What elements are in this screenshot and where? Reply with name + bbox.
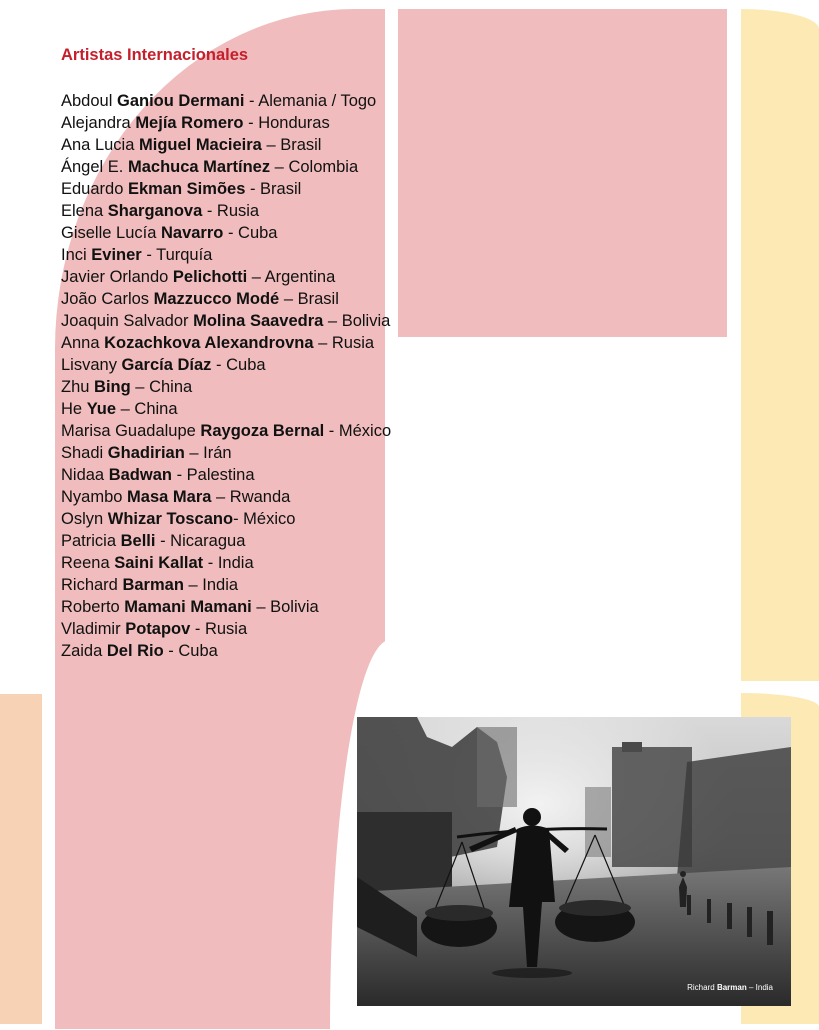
artist-separator: - — [245, 180, 261, 198]
artist-country: Cuba — [178, 642, 218, 660]
artist-first-name: He — [61, 400, 83, 418]
artist-first-name: Giselle Lucía — [61, 224, 157, 242]
artist-last-name: Navarro — [160, 224, 224, 242]
artist-entry — [61, 354, 451, 376]
artist-separator: - — [233, 510, 244, 528]
artist-first-name: Richard — [61, 576, 118, 594]
artist-country: Rusia — [331, 334, 375, 352]
artist-country: México — [243, 510, 296, 528]
artist-last-name: Miguel Macieira — [138, 136, 262, 154]
artist-entry — [61, 508, 451, 530]
artist-first-name: Shadi — [61, 444, 104, 462]
artist-country: Alemania / Togo — [258, 92, 377, 110]
artist-entry — [61, 398, 451, 420]
artist-first-name: Anna — [61, 334, 100, 352]
artist-entry — [61, 288, 451, 310]
artist-last-name: Saini Kallat — [114, 554, 204, 572]
artist-last-name: Belli — [120, 532, 156, 550]
artist-entry — [61, 574, 451, 596]
artist-last-name: Mamani Mamani — [124, 598, 252, 616]
artist-last-name: Ghadirian — [107, 444, 185, 462]
artist-last-name: Masa Mara — [127, 488, 212, 506]
artist-country: India — [202, 576, 239, 594]
artist-separator: - — [324, 422, 339, 440]
artist-last-name: Mejía Romero — [135, 114, 244, 132]
artist-country: Turquía — [156, 246, 213, 264]
artist-last-name: Badwan — [108, 466, 172, 484]
artist-first-name: Inci — [61, 246, 87, 264]
artist-entry — [61, 640, 451, 662]
artist-country: Cuba — [238, 224, 278, 242]
artist-country: Cuba — [226, 356, 266, 374]
artist-entry — [61, 266, 451, 288]
artist-country: India — [217, 554, 254, 572]
artist-separator: - — [202, 202, 217, 220]
photo-illustration — [357, 717, 791, 1006]
artist-first-name: Marisa Guadalupe — [61, 422, 196, 440]
artist-separator: – — [116, 400, 135, 418]
artist-first-name: Lisvany — [61, 356, 117, 374]
artist-last-name: Ganiou Dermani — [116, 92, 245, 110]
artist-separator: – — [183, 576, 203, 594]
artist-entry — [61, 310, 451, 332]
artist-first-name: Roberto — [61, 598, 120, 616]
artist-last-name: Machuca Martínez — [127, 158, 271, 176]
artist-last-name: Ekman Simões — [127, 180, 246, 198]
artist-separator: - — [155, 532, 171, 550]
artist-entry — [61, 134, 451, 156]
artist-entry — [61, 486, 451, 508]
artist-first-name: Elena — [61, 202, 104, 220]
artist-country: Brasil — [260, 180, 302, 198]
artist-country: Brasil — [280, 136, 322, 154]
artist-separator: – — [313, 334, 332, 352]
artist-first-name: Eduardo — [61, 180, 124, 198]
page-title: Artistas Internacionales — [61, 46, 249, 64]
artist-entry — [61, 332, 451, 354]
artist-last-name: Kozachkova Alexandrovna — [104, 334, 314, 352]
artist-entry — [61, 178, 451, 200]
artist-country: Bolivia — [341, 312, 391, 330]
artist-entry — [61, 222, 451, 244]
artist-separator: - — [171, 466, 187, 484]
artist-country: Palestina — [186, 466, 255, 484]
artist-last-name: Potapov — [125, 620, 191, 638]
artist-separator: - — [211, 356, 227, 374]
artist-separator: - — [163, 642, 179, 660]
caption-separator: – — [746, 983, 756, 992]
artist-separator: – — [261, 136, 281, 154]
artist-last-name: García Díaz — [121, 356, 212, 374]
artist-last-name: Mazzucco Modé — [153, 290, 280, 308]
artist-separator: – — [247, 268, 265, 286]
artist-last-name: Whizar Toscano — [107, 510, 234, 528]
artist-list — [61, 90, 451, 662]
artist-entry — [61, 464, 451, 486]
artist-separator: - — [203, 554, 218, 572]
artist-first-name: Alejandra — [61, 114, 131, 132]
artist-country: Colombia — [288, 158, 359, 176]
artist-first-name: Javier Orlando — [61, 268, 169, 286]
artist-first-name: Nyambo — [61, 488, 123, 506]
artist-first-name: Oslyn — [61, 510, 104, 528]
artist-entry — [61, 420, 451, 442]
artist-last-name: Eviner — [91, 246, 142, 264]
artist-first-name: Zhu — [61, 378, 90, 396]
artist-separator: - — [190, 620, 205, 638]
caption-last-name: Barman — [716, 983, 747, 992]
photo — [357, 717, 791, 1006]
artist-country: Nicaragua — [170, 532, 246, 550]
artist-separator: – — [184, 444, 204, 462]
artist-separator: – — [323, 312, 342, 330]
artist-country: Argentina — [264, 268, 336, 286]
artist-separator: - — [141, 246, 157, 264]
artist-entry — [61, 244, 451, 266]
artist-separator: – — [130, 378, 150, 396]
artist-separator: – — [279, 290, 298, 308]
artist-entry — [61, 90, 451, 112]
artist-entry — [61, 112, 451, 134]
artist-last-name: Del Rio — [106, 642, 164, 660]
artist-first-name: Zaida — [61, 642, 103, 660]
artist-entry — [61, 156, 451, 178]
artist-first-name: Reena — [61, 554, 110, 572]
artist-last-name: Pelichotti — [172, 268, 248, 286]
artist-entry — [61, 552, 451, 574]
artist-first-name: Ángel E. — [61, 158, 124, 176]
artist-country: México — [338, 422, 392, 440]
artist-first-name: Ana Lucia — [61, 136, 135, 154]
artist-separator: - — [223, 224, 239, 242]
artist-country: China — [134, 400, 178, 418]
artist-last-name: Bing — [94, 378, 131, 396]
artist-entry — [61, 200, 451, 222]
artist-separator: - — [244, 92, 259, 110]
artist-country: China — [149, 378, 193, 396]
artist-last-name: Molina Saavedra — [193, 312, 324, 330]
artist-country: Honduras — [258, 114, 330, 132]
artist-country: Bolivia — [270, 598, 319, 616]
artist-country: Rusia — [216, 202, 260, 220]
artist-entry — [61, 618, 451, 640]
artist-first-name: João Carlos — [61, 290, 150, 308]
artist-entry — [61, 376, 451, 398]
artist-first-name: Nidaa — [61, 466, 105, 484]
artist-country: Rwanda — [229, 488, 291, 506]
artist-country: Rusia — [204, 620, 248, 638]
artist-country: Irán — [203, 444, 232, 462]
caption-country: India — [755, 983, 773, 992]
artist-country: Brasil — [297, 290, 339, 308]
artist-first-name: Abdoul — [61, 92, 113, 110]
photo-caption — [687, 983, 773, 992]
artist-separator: – — [270, 158, 289, 176]
artist-last-name: Barman — [122, 576, 184, 594]
artist-last-name: Raygoza Bernal — [200, 422, 325, 440]
artist-first-name: Joaquin Salvador — [61, 312, 189, 330]
artist-separator: – — [251, 598, 271, 616]
artist-entry — [61, 530, 451, 552]
artist-first-name: Patricia — [61, 532, 117, 550]
artist-entry — [61, 442, 451, 464]
artist-separator: - — [243, 114, 259, 132]
artist-separator: – — [211, 488, 230, 506]
artist-first-name: Vladimir — [61, 620, 121, 638]
peach-left-bar — [0, 694, 42, 1024]
artist-last-name: Yue — [86, 400, 117, 418]
artist-entry — [61, 596, 451, 618]
artist-last-name: Sharganova — [107, 202, 203, 220]
caption-first-name: Richard — [687, 983, 715, 992]
yellow-right-bar-top — [741, 9, 819, 681]
